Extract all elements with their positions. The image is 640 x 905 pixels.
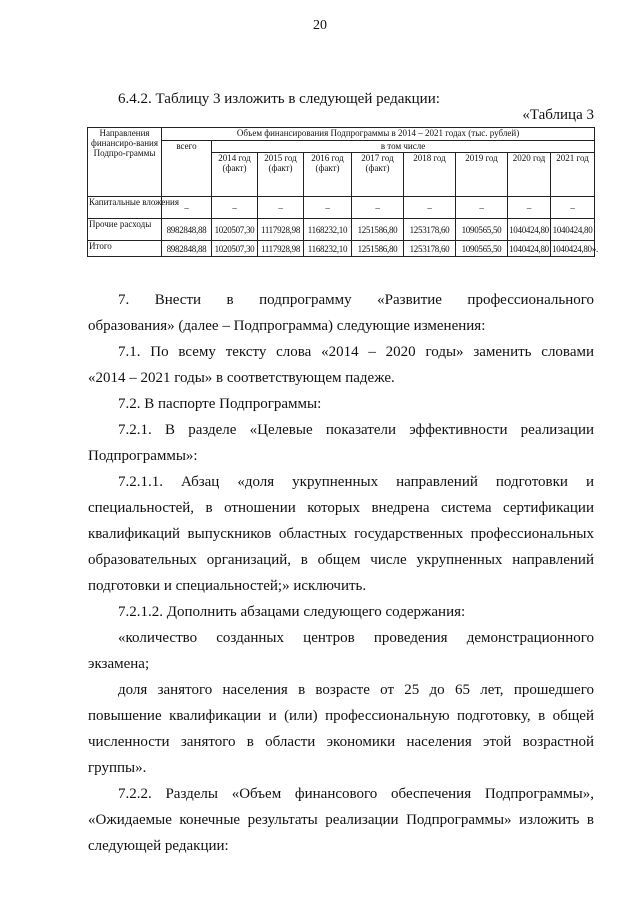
table-header-year: 2015 год (факт) [258, 153, 304, 197]
row-label: Итого [88, 241, 162, 257]
text-line: «Ожидаемые конечные результаты реализации Подпрограммы» изложить в [88, 812, 594, 828]
table-row [88, 197, 595, 219]
table-cell: 1253178,60 [404, 219, 456, 241]
table-cell: 1020507,30 [212, 241, 258, 257]
table-cell: 1117928,98 [258, 241, 304, 257]
table-header-year: 2021 год [551, 153, 595, 197]
table-cell: – [258, 197, 304, 219]
table-header-including: в том числе [212, 141, 595, 153]
table-cell: 1040424,80». [551, 241, 595, 257]
table-cell: 1168232,10 [304, 219, 352, 241]
table-header-year: 2017 год (факт) [352, 153, 404, 197]
table-header-volume: Объем финансирования Подпрограммы в 2014 – 2021 годах (тыс. рублей) [162, 128, 595, 141]
text-line: 7.2.1.2. Дополнить абзацами следующего содержания: [118, 604, 466, 620]
table-cell: 1090565,50 [456, 219, 508, 241]
text-line: доля занятого населения в возрасте от 25 до 65 лет, прошедшего [118, 682, 594, 698]
text-line: следующей редакции: [88, 838, 229, 854]
table-header-year: 2014 год (факт) [212, 153, 258, 197]
text-line: подготовки и специальностей;» исключить. [88, 578, 367, 594]
row-label: Капитальные вложения [88, 197, 162, 219]
text-line: 7. Внести в подпрограмму «Развитие профессионального [118, 292, 594, 308]
text-line: «количество созданных центров проведения демонстрационного [118, 630, 594, 646]
text-line: специальностей, в отношении которых внедрена система сертификации [88, 500, 594, 516]
table-cell: 1251586,80 [352, 241, 404, 257]
table-row [88, 241, 595, 257]
text-line: численности занятого в области экономики населения этой возрастной [88, 734, 594, 750]
table-cell: 1168232,10 [304, 241, 352, 257]
row-label: Прочие расходы [88, 219, 162, 241]
text-line: образовательных организаций, в общем числе укрупненных направлений [88, 552, 594, 568]
table-cell: – [212, 197, 258, 219]
table-cell: 1090565,50 [456, 241, 508, 257]
text-line: 7.2. В паспорте Подпрограммы: [118, 396, 322, 412]
table-row [88, 219, 595, 241]
table-cell: 1253178,60 [404, 241, 456, 257]
text-line: экзамена; [88, 656, 150, 672]
text-line: повышение квалификации и (или) профессиональную подготовку, в общей [88, 708, 594, 724]
table-cell: 1040424,80 [551, 219, 595, 241]
page-number: 20 [313, 18, 327, 33]
table-header-year: 2020 год [508, 153, 551, 197]
text-line: 7.2.1. В разделе «Целевые показатели эффективности реализации [118, 422, 594, 438]
financing-table [87, 127, 598, 257]
table-header-total: всего [162, 141, 212, 197]
table-cell: 1117928,98 [258, 219, 304, 241]
table-cell: – [304, 197, 352, 219]
table-cell: 8982848,88 [162, 219, 212, 241]
table-cell: – [352, 197, 404, 219]
table-cell: 1040424,80 [508, 241, 551, 257]
table-cell: 1251586,80 [352, 219, 404, 241]
table-cell: 8982848,88 [162, 241, 212, 257]
table-caption: «Таблица 3 [522, 107, 594, 123]
table-cell: – [551, 197, 595, 219]
table-cell: – [456, 197, 508, 219]
table-header-year: 2019 год [456, 153, 508, 197]
text-line: образования» (далее – Подпрограмма) следующие изменения: [88, 318, 486, 334]
text-line: 7.2.1.1. Абзац «доля укрупненных направлений подготовки и [118, 474, 594, 490]
text-line: квалификаций выпускников областных государственных профессиональных [88, 526, 594, 542]
table-cell: – [162, 197, 212, 219]
table-header-directions: Направления финансиро-вания Подпро-граммы [88, 128, 162, 197]
table-cell: 1020507,30 [212, 219, 258, 241]
table-header-year: 2018 год [404, 153, 456, 197]
text-line: «2014 – 2021 годы» в соответствующем падеже. [88, 370, 395, 386]
table-header-year: 2016 год (факт) [304, 153, 352, 197]
table-cell: 1040424,80 [508, 219, 551, 241]
text-line: 7.1. По всему тексту слова «2014 – 2020 годы» заменить словами [118, 344, 594, 360]
table-cell: – [404, 197, 456, 219]
table-cell: – [508, 197, 551, 219]
heading-paragraph: 6.4.2. Таблицу 3 изложить в следующей редакции: [118, 91, 440, 107]
text-line: 7.2.2. Разделы «Объем финансового обеспечения Подпрограммы», [118, 786, 594, 802]
text-line: Подпрограммы»: [88, 448, 198, 464]
text-line: группы». [88, 760, 147, 776]
